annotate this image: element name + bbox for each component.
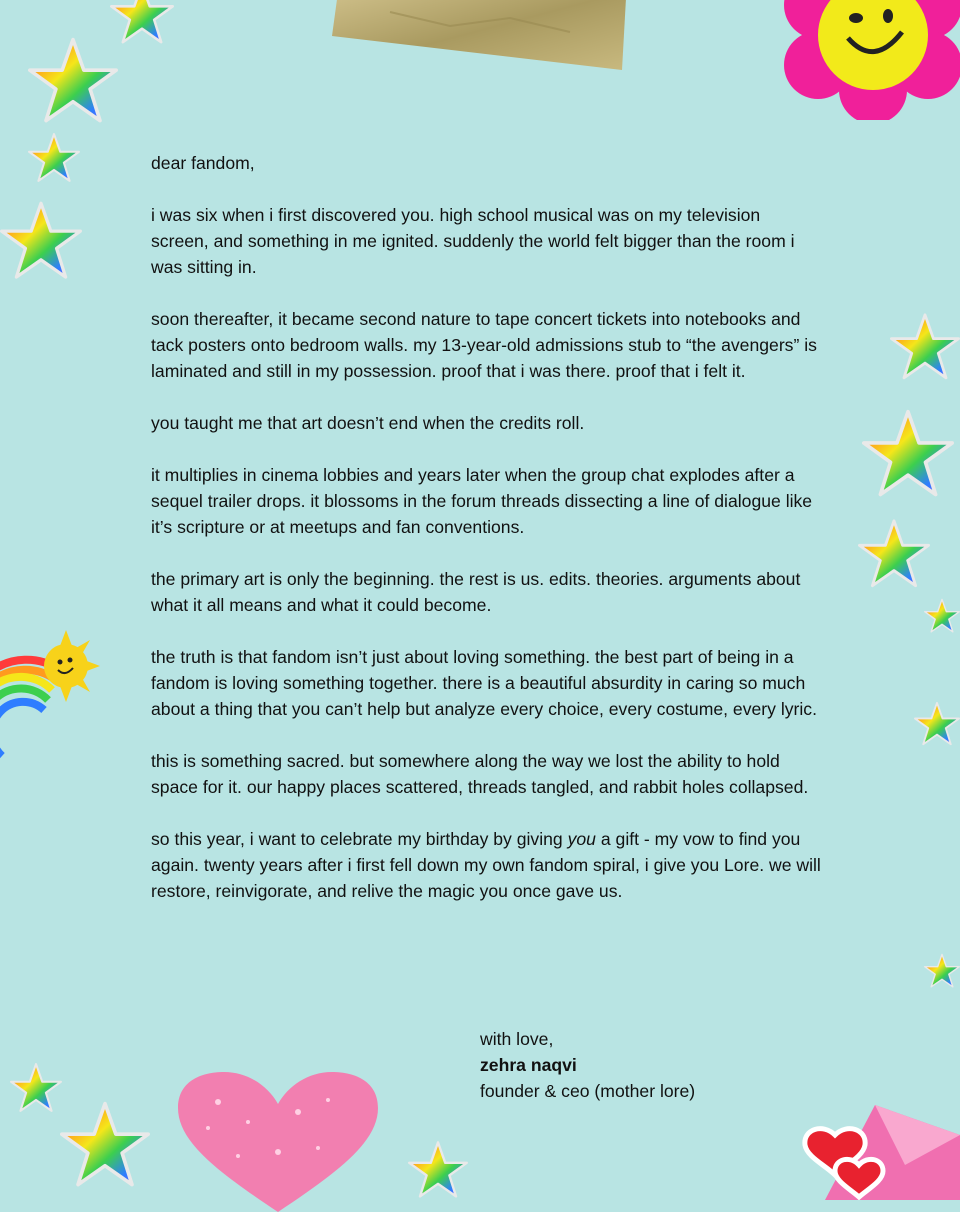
smiley-flower-sticker xyxy=(778,0,960,120)
signoff xyxy=(480,1026,695,1104)
rainbow-star-icon xyxy=(388,1140,488,1200)
final-text-after: a gift - my vow to find you again. twenty years after i first fell down my own fandom spiral, i give you Lore. we will restore, reinvigorate, and relive the magic you once gave us. xyxy=(151,829,821,901)
final-text-before: so this year, i want to celebrate my birthday by giving xyxy=(151,829,568,849)
letter-paragraph: i was six when i first discovered you. high school musical was on my television screen, and something in me ignited. suddenly the world felt bigger than the room i was sitting in. xyxy=(151,205,795,277)
rainbow-star-icon xyxy=(0,200,82,282)
rainbow-star-icon xyxy=(862,408,954,500)
letter-paragraph: soon thereafter, it became second nature to tape concert tickets into notebooks and tack posters onto bedroom walls. my 13-year-old admissions stub to “the avengers” is laminated and still in my possession. proof that i was there. proof that i felt it. xyxy=(151,309,817,381)
author-title: founder & ceo (mother lore) xyxy=(480,1081,696,1101)
rainbow-star-icon xyxy=(924,586,960,646)
glitter-heart-sticker xyxy=(178,1072,378,1212)
rainbow-star-icon xyxy=(28,132,80,184)
rainbow-star-icon xyxy=(110,0,174,46)
letter-greeting: dear fandom, xyxy=(151,153,255,173)
rainbow-star-icon xyxy=(28,36,118,126)
author-name: zehra naqvi xyxy=(480,1055,577,1075)
final-emphasis: you xyxy=(567,829,596,849)
closing-line: with love, xyxy=(480,1029,554,1049)
rainbow-star-icon xyxy=(924,940,960,1002)
letter-paragraph: you taught me that art doesn’t end when the credits roll. xyxy=(151,413,585,433)
rainbow-star-icon xyxy=(914,684,960,764)
rainbow-star-icon xyxy=(10,1062,62,1114)
rainbow-star-icon xyxy=(60,1100,150,1190)
letter-paragraph: the truth is that fandom isn’t just about loving something. the best part of being in a fandom is loving something together. there is a beautiful absurdity in caring so much about a thing that you can’t help but analyze every choice, every costume, every lyric. xyxy=(151,647,817,719)
letter-paragraph: it multiplies in cinema lobbies and years later when the group chat explodes after a sequel trailer drops. it blossoms in the forum threads dissecting a line of dialogue like it’s scripture or at meetups and fan conventions. xyxy=(151,465,813,537)
rainbow-star-icon xyxy=(890,305,960,389)
letter-paragraph: the primary art is only the beginning. the rest is us. edits. theories. arguments about what it all means and what it could become. xyxy=(151,569,801,615)
love-letter-envelope-sticker xyxy=(795,1095,960,1200)
letter-final-paragraph xyxy=(151,826,821,904)
tape-strip-sticker xyxy=(330,0,630,72)
rainbow-star-icon xyxy=(858,518,930,590)
letter-body xyxy=(151,150,821,930)
letter-paragraph: this is something sacred. but somewhere along the way we lost the ability to hold space for it. our happy places scattered, threads tangled, and rabbit holes collapsed. xyxy=(151,751,809,797)
rainbow-with-sun-sticker xyxy=(0,620,110,760)
